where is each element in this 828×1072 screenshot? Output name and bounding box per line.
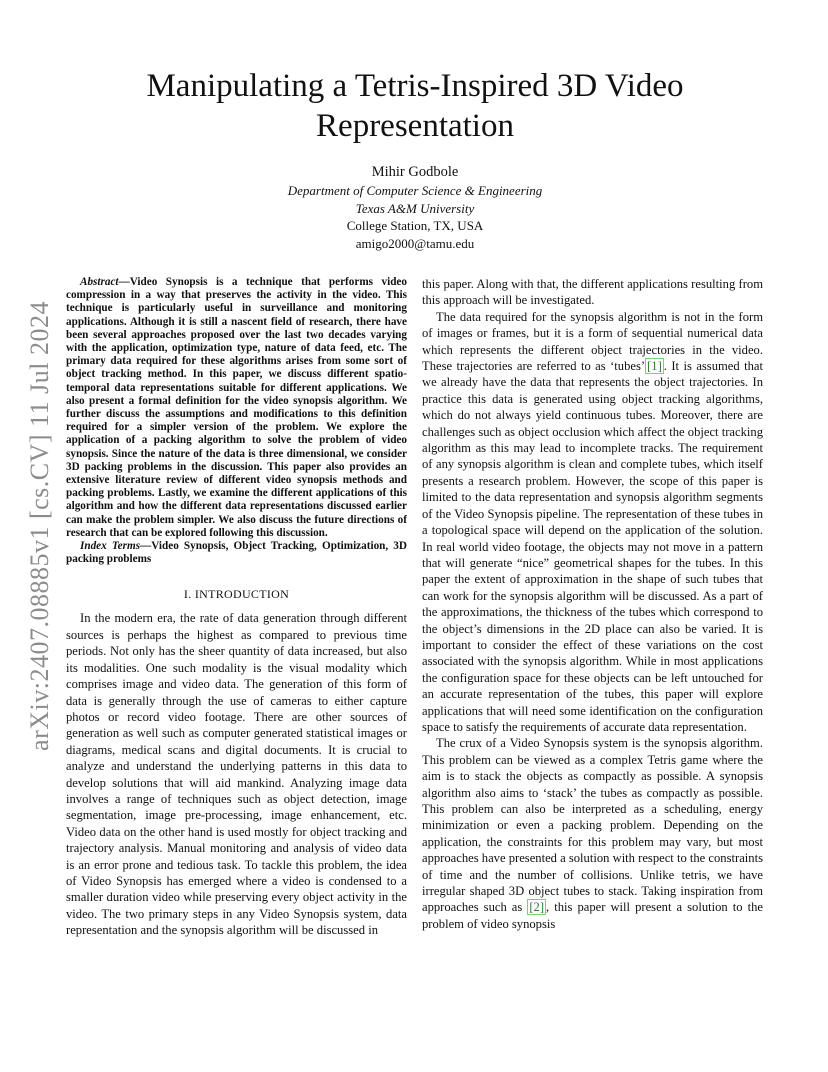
index-terms-paragraph [66, 540, 407, 566]
index-terms-label: Index Terms [80, 540, 141, 553]
left-column [66, 276, 407, 939]
right-column [422, 276, 763, 932]
introduction-body [66, 610, 407, 938]
author-university: Texas A&M University [355, 200, 475, 216]
author-block [160, 162, 670, 252]
arxiv-identifier [22, 292, 58, 760]
author-department: Department of Computer Science & Engineering [287, 183, 543, 198]
abstract-block [66, 276, 407, 566]
abstract-text: —Video Synopsis is a technique that performs video compression in a way that preserves the activity in the video. This technique is particularly useful in surveillance and monitoring applications. Although it is still a nascent field of research, there have been several approaches proposed over the last two decades varying with the application, optimization type, nature of data feed, etc. The primary data required for these algorithms arises from some sort of object tracking method. In this paper, we discuss different spatio-temporal data representations suitable for different applications. We also present a formal definition for the video synopsis algorithm. We further discuss the assumptions and modifications to this definition required for a simpler version of the problem. We explore the application of a packing algorithm to solve the problem of video synopsis. Since the nature of the data is three dimensional, we consider 3D packing problems in the discussion. This paper also provides an extensive literature review of different video synopsis methods and packing problems. Lastly, we examine the different applications of this algorithm and how the different data representations discussed earlier can make the problem simpler. We also discuss the future directions of research that can be explored following this discussion. [66, 276, 407, 539]
citation-link-1[interactable]: [1] [647, 359, 662, 374]
author-name: Mihir Godbole [371, 164, 459, 180]
arxiv-identifier-text: arXiv:2407.08885v1 [cs.CV] 11 Jul 2024 [25, 301, 54, 751]
introduction-paragraph: In the modern era, the rate of data generation through different sources is perhaps the highest as compared to previous time periods. Not only has the sheer quantity of data increased, but also its modalities. One such modality is the visual modality which comprises image and video data. The generation of this form of data is generally through the use of cameras to either capture photos or record video footage. There are other sources of generation as well such as computer generated statistical images or diagrams, medical scans and digital documents. It is crucial to analyze and understand the underlying patterns in this data to develop solutions that will aid mankind. Analyzing image data involves a range of techniques such as object detection, image segmentation, image pre-processing, image enhancement, etc. Video data on the other hand is used mostly for object tracking and trajectory analysis. Manual monitoring and analysis of video data is an error prone and tedious task. To tackle this problem, the idea of Video Synopsis has emerged where a video is condensed to a smaller duration video while preserving every object activity in the video. The two primary steps in any Video Synopsis system, data representation and the synopsis algorithm will be discussed in [66, 611, 407, 938]
synopsis-paragraph-text-b: , this paper will present a solution to the problem of video synopsis [422, 900, 763, 931]
section-heading-introduction: I. INTRODUCTION [183, 587, 290, 602]
author-email: amigo2000@tamu.edu [355, 235, 475, 251]
index-terms-text: —Video Synopsis, Object Tracking, Optimization, 3D packing problems [66, 540, 407, 566]
tubes-paragraph [422, 309, 763, 736]
continued-paragraph: this paper. Along with that, the different applications resulting from this approach will be investigated. [422, 277, 763, 308]
tubes-paragraph-text-a: The data required for the synopsis algorithm is not in the form of images or frames, but it is a form of sequential numerical data which represents the different object trajectories in the video. These trajectories are referred to as ‘tubes’ [422, 309, 763, 374]
paper-title: Manipulating a Tetris-Inspired 3D Video Representation [146, 68, 684, 144]
synopsis-paragraph-text-a: The crux of a Video Synopsis system is the synopsis algorithm. This problem can be viewed as a complex Tetris game where the aim is to stack the objects as compactly as possible. A synopsis algorithm also aims to ‘stack’ the tubes as compactly as possible. This problem can also be interpreted as a scheduling, energy minimization or even a packing problem. Depending on the application, the constraints for this problem may vary, but most approaches have presented a solution with respect to the constraints of time and the number of collisions. Unlike tetris, we have irregular shaped 3D object tubes to stack. Taking inspiration from approaches such as [422, 736, 763, 915]
tubes-paragraph-text-b: . It is assumed that we already have the data that represents the object trajectories. In practice this data is generated using object tracking algorithms, which do not always yield continuous tubes. Moreover, there are challenges such as object occlusion which affect the object tracking algorithm as this may lead to incomplete tracks. The requirement of any synopsis algorithm is clean and complete tubes, which itself presents a research problem. However, the scope of this paper is limited to the data representation and synopsis algorithm segments of the Video Synopsis pipeline. The representation of these tubes in a topological space will depend on the application of the solution. In real world video footage, the objects may not move in a pattern that will generate “nice” geometrical shapes for the tubes. In this paper the extent of approximation in the shape of such tubes that can work for the synopsis algorithm will be discussed. As a part of the approximations, the thickness of the tubes which correspond to the object’s dimensions in the 2D place can also be varied. It is important to consider the effect of these variations on the cost associated with the synopsis algorithm. While in most applications the configuration space for these objects can be left untouched for an accurate representation of the tubes, this paper will explore applications that will need some identification on the configuration space to satisfy the requirements of accurate data representation. [422, 359, 764, 734]
synopsis-paragraph [422, 735, 763, 932]
abstract-paragraph [66, 276, 407, 540]
abstract-label: Abstract [80, 276, 119, 288]
citation-link-2[interactable]: [2] [529, 900, 545, 915]
author-location: College Station, TX, USA [346, 218, 484, 233]
